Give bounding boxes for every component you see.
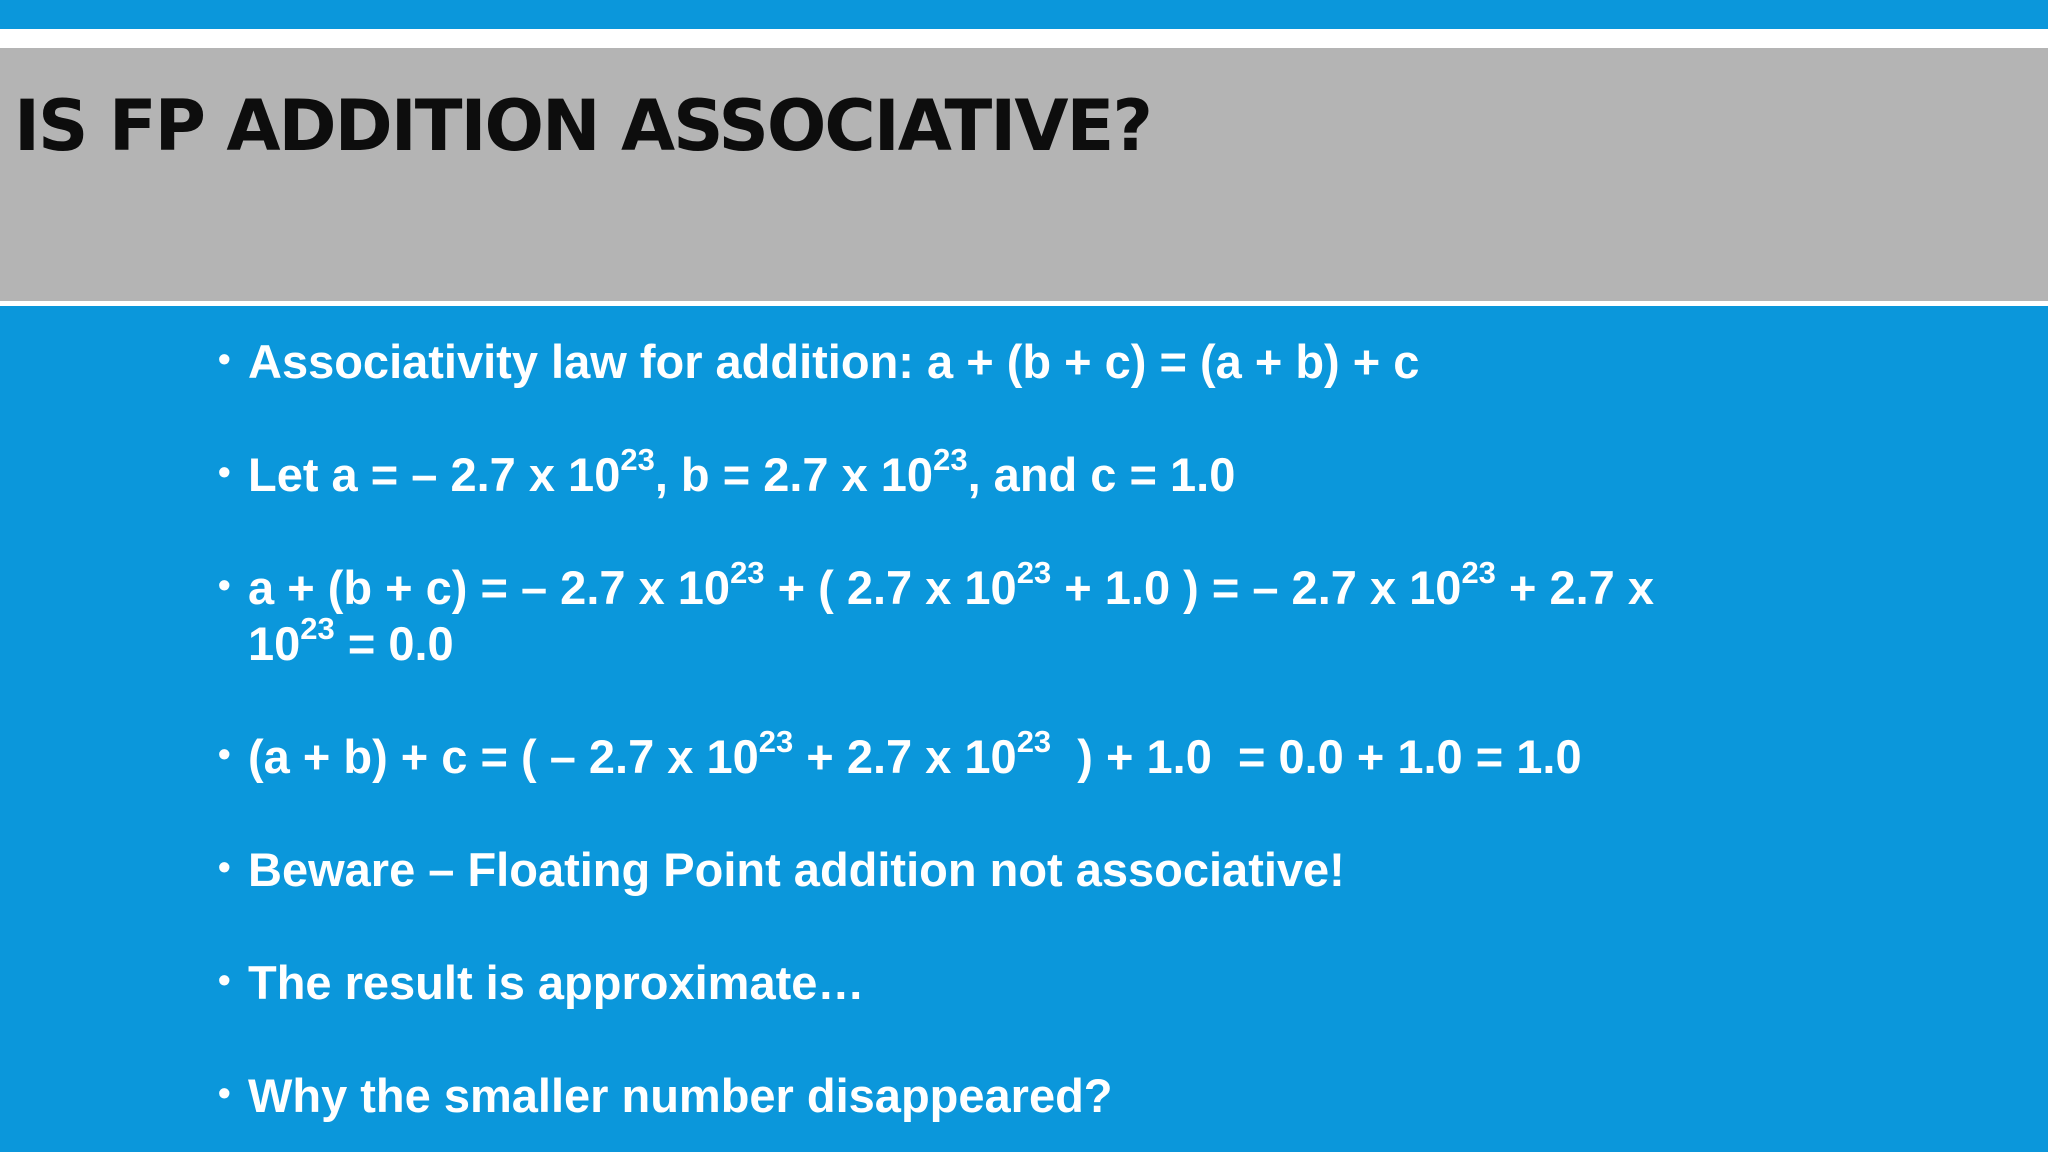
bullet-beware [218,842,1818,898]
bullet-a-plus-bc [218,555,1818,672]
bullet-icon: • [218,338,231,379]
exponent: 23 [730,555,765,591]
bullet-associativity-law [218,334,1818,390]
bullet-ab-plus-c [218,724,1818,785]
bullet-icon: • [218,959,231,1000]
bullet-smaller-number [218,1068,1818,1124]
bullet-icon: • [218,451,231,492]
bullet-list [218,334,1818,1124]
exponent: 23 [1461,555,1496,591]
bullet-icon: • [218,733,231,774]
exponent: 23 [300,611,335,647]
exponent: 23 [620,442,655,478]
bullet-text-line-1: a + (b + c) = – 2.7 x $10^{23}$ + ( 2.7 x $10^{23} + 1.0$ ) = – 2.7 x $10^{23} + 2.7$ x [248,555,1655,614]
bullet-text: The result is approximate… [248,956,865,1009]
exponent: 23 [758,724,794,760]
bullet-let-values [218,442,1818,503]
exponent: 23 [1016,724,1052,760]
bullet-icon: • [218,846,231,887]
bullet-text: Let a = – 2.7 x $10^{23}$, b = 2.7 x $10^{23}$, and c = 1.0 [248,442,1236,501]
bullet-icon: • [218,564,231,605]
bullet-approximate [218,955,1818,1011]
bullet-text-line-2: $10^{23} = 0.0$ [248,611,454,670]
top-white-rule [0,29,2048,48]
bullet-text: Why the smaller number disappeared? [248,1069,1113,1122]
slide-title: IS FP ADDITION ASSOCIATIVE? [14,85,1151,167]
bullet-icon: • [218,1072,231,1113]
bullet-text: (a + b) + c = ( – 2.7 x $10^{23} + 2.7$ x $10^{23}$ ) + 1.0 = 0.0 + 1.0 = 1.0 [248,724,1582,783]
top-color-band [0,0,2048,29]
bullet-text: Associativity law for addition: a + (b + c) = (a + b) + c [248,335,1420,388]
bullet-text: Beware – Floating Point addition not associative! [248,843,1345,896]
exponent: 23 [933,442,968,478]
title-white-rule [0,301,2048,306]
exponent: 23 [1016,555,1052,591]
